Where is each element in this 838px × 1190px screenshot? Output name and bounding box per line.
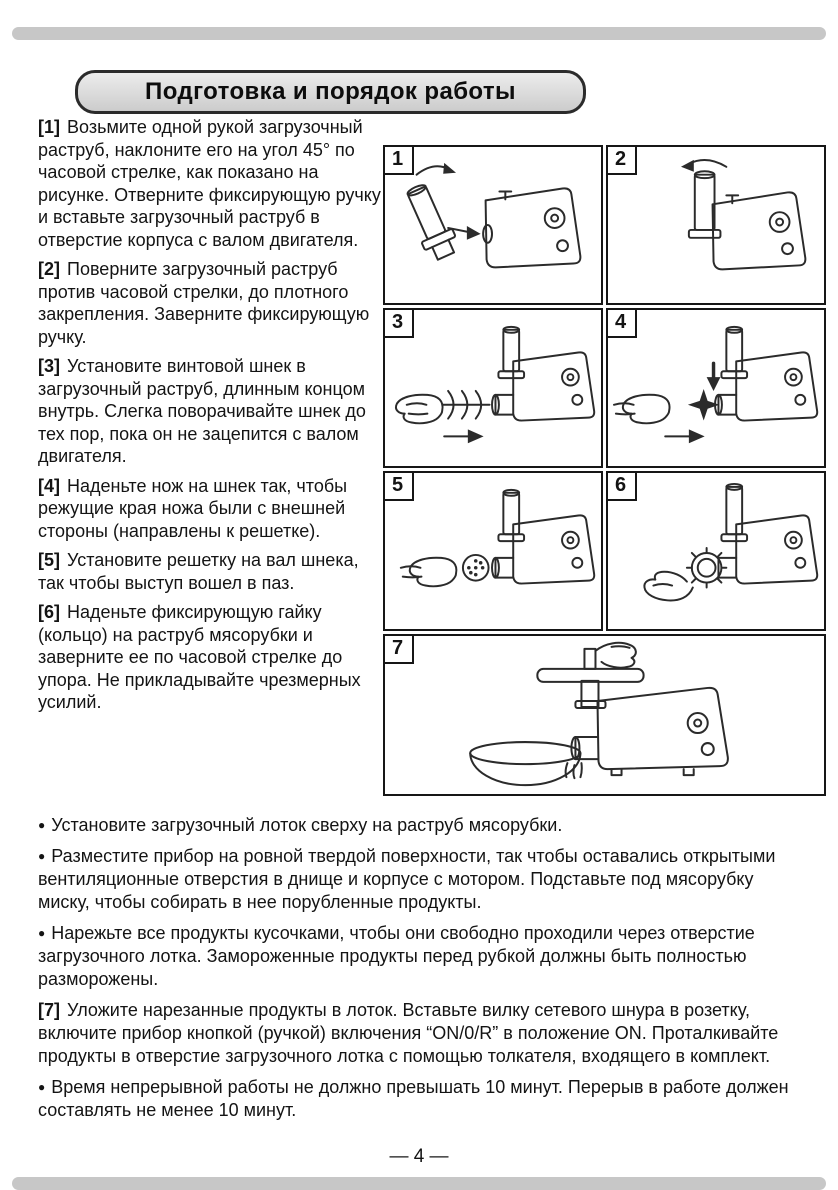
illustration-step-1	[385, 147, 601, 303]
step-text: Наденьте фиксирующую гайку (кольцо) на раструб мясорубки и заверните ее по часовой стрелке до упора. Не прикладывайте чрезмерных усилий.	[38, 602, 361, 712]
step-text: Установите винтовой шнек в загрузочный раструб, длинным концом внутрь. Слегка поворачивайте шнек до тех пор, пока он не зацепится с валом двигателя.	[38, 356, 366, 466]
step-text: Возьмите одной рукой загрузочный раструб, наклоните его на угол 45° по часовой стрелке, как показано на рисунке. Отверните фиксирующую ручку и вставьте загрузочный раструб в отверстие корпуса с валом двигателя.	[38, 117, 381, 250]
illustration-step-2	[608, 147, 824, 303]
step-paragraph	[38, 549, 382, 594]
bottom-rule	[12, 1177, 826, 1190]
bullet-item	[38, 845, 808, 914]
figure-panel-6	[606, 471, 826, 631]
step-marker: [5]	[38, 550, 60, 570]
step-text: Уложите нарезанные продукты в лоток. Вставьте вилку сетевого шнура в розетку, включите прибор кнопкой (ручкой) включения “ON/0/R” в положение ON. Проталкивайте продукты в отверстие загрузочного лотка с помощью толкателя, входящего в комплект.	[38, 1000, 779, 1066]
step-marker: [1]	[38, 117, 60, 137]
step-text: Поверните загрузочный раструб против часовой стрелки, до плотного закрепления. Заверните фиксирующую ручку.	[38, 259, 370, 347]
bullet-marker: ●	[38, 849, 46, 863]
step-marker: [6]	[38, 602, 60, 622]
bullet-item	[38, 814, 808, 837]
illustration-step-3	[385, 310, 601, 466]
figure-grid	[383, 145, 826, 796]
figure-panel-5	[383, 471, 603, 631]
illustration-step-5	[385, 473, 601, 629]
bullet-marker: ●	[38, 926, 46, 940]
notes-section	[38, 814, 808, 1130]
bullet-marker: ●	[38, 818, 46, 832]
step-paragraph	[38, 355, 382, 468]
figure-panel-2	[606, 145, 826, 305]
bullet-text: Нарежьте все продукты кусочками, чтобы они свободно проходили через отверстие загрузочного лотка. Замороженные продукты перед рубкой должны быть полностью разморожены.	[38, 923, 755, 989]
bullet-item	[38, 922, 808, 991]
bullet-item	[38, 1076, 808, 1122]
page-number: — 4 —	[389, 1146, 449, 1167]
figure-panel-1	[383, 145, 603, 305]
bullet-text: Установите загрузочный лоток сверху на раструб мясорубки.	[51, 815, 563, 835]
figure-panel-7	[383, 634, 826, 796]
illustration-step-4	[608, 310, 824, 466]
step-text: Наденьте нож на шнек так, чтобы режущие края ножа были с внешней стороны (направлены к решетке).	[38, 475, 348, 541]
panel-number: 4	[606, 308, 637, 338]
panel-number: 3	[383, 308, 414, 338]
step-paragraph	[38, 601, 382, 714]
illustration-step-7	[385, 636, 824, 794]
section-title-box	[75, 70, 586, 114]
panel-number: 2	[606, 145, 637, 175]
figure-panel-3	[383, 308, 603, 468]
step-paragraph	[38, 475, 382, 543]
step-marker: [7]	[38, 1000, 60, 1020]
bullet-text: Время непрерывной работы не должно превышать 10 минут. Перерыв в работе должен составлять не менее 10 минут.	[38, 1077, 789, 1120]
panel-number: 7	[383, 634, 414, 664]
step-paragraph	[38, 999, 808, 1068]
instructions-column	[38, 116, 382, 721]
top-rule	[12, 27, 826, 40]
figure-panel-4	[606, 308, 826, 468]
panel-number: 1	[383, 145, 414, 175]
bullet-text: Разместите прибор на ровной твердой поверхности, так чтобы оставались открытыми вентиляционные отверстия в днище и корпусе с мотором. Подставьте под мясорубку миску, чтобы собирать в нее порубленные продукты.	[38, 846, 776, 912]
step-paragraph	[38, 116, 382, 251]
step-text: Установите решетку на вал шнека, так чтобы выступ вошел в паз.	[38, 550, 359, 593]
step-paragraph	[38, 258, 382, 348]
page-title: Подготовка и порядок работы	[145, 78, 516, 105]
panel-number: 5	[383, 471, 414, 501]
bullet-marker: ●	[38, 1080, 46, 1094]
step-marker: [2]	[38, 259, 60, 279]
step-marker: [4]	[38, 475, 60, 496]
panel-number: 6	[606, 471, 637, 501]
step-marker: [3]	[38, 356, 60, 376]
illustration-step-6	[608, 473, 824, 629]
